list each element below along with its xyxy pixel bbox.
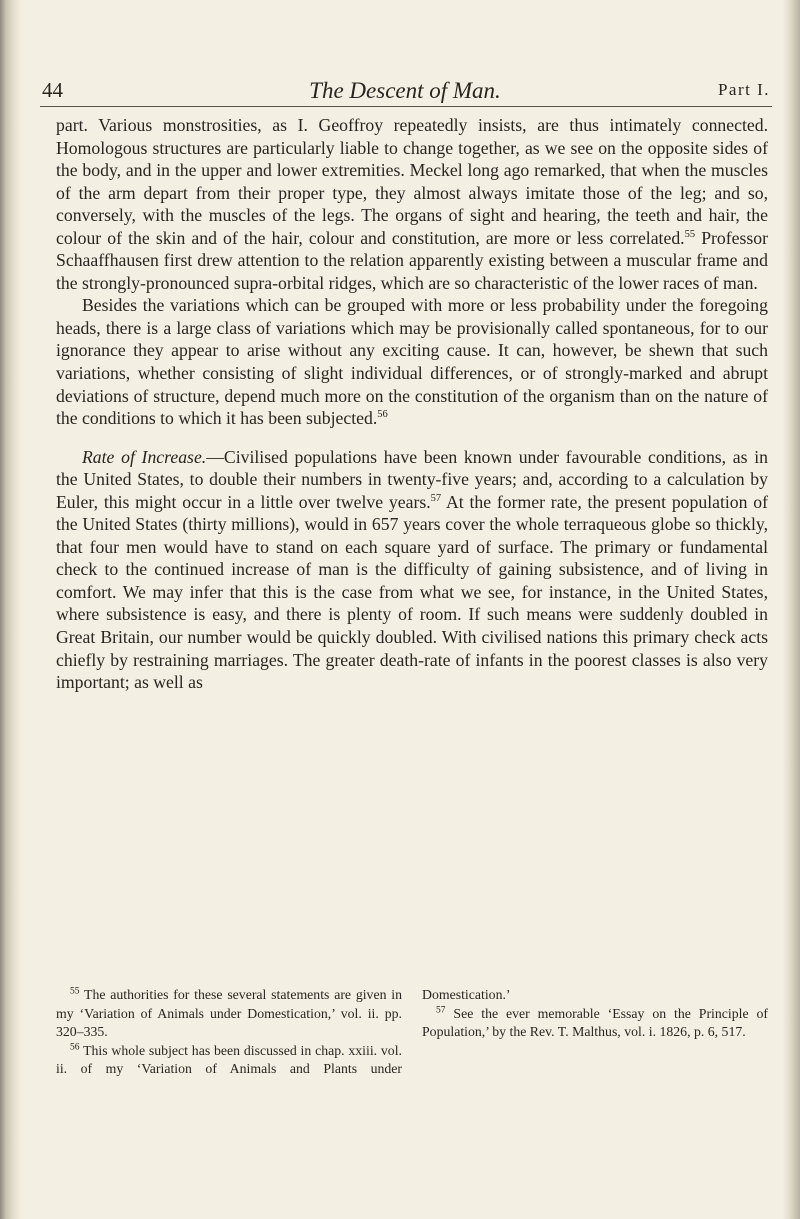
footnote-56: $^{56}$ This whole subject has been discussed in chap. xxiii. vol. ii. of my ‘Variation of Animals and Plants under Domestication.’ — [56, 987, 511, 1077]
section-heading: Rate of Increase. — [82, 446, 207, 467]
footnote-ref-56: 56 — [377, 409, 388, 421]
part-label: Part I. — [717, 80, 770, 99]
page-number: 44 — [42, 78, 63, 102]
running-title: The Descent of Man. — [309, 78, 501, 103]
footnote-ref-55: 55 — [684, 228, 696, 240]
running-header — [40, 78, 770, 108]
footnote-55: $^{55}$ The authorities for these several statements are given in my ‘Variation of Animals under Domestication,’ vol. ii. pp. 320–335. — [56, 986, 402, 1040]
header-rule — [40, 106, 772, 107]
page-gutter-shadow — [0, 0, 22, 1219]
paragraph-spontaneous-variations: Besides the variations which can be grouped with more or less probability under the foregoing heads, there is a large class of variations which may be provisionally called spontaneous, for to our ignorance they appear to arise without any exciting cause. It can, however, be shewn that such variations, whether consisting of slight individual differences, or of strongly-marked and abrupt deviations of structure, depend much more on the constitution of the organism than on the nature of the conditions to which it has been subjected.$^{56}$ — [56, 295, 768, 429]
footnote-57: $^{57}$ See the ever memorable ‘Essay on the Principle of Population,’ by the Rev. T. Malthus, vol. i. 1826, p. 6, 517. — [422, 1005, 768, 1040]
paragraph-correlation: part. Various monstrosities, as I. Geoffroy repeatedly insists, are thus intimately connected. Homologous structures are particularly liable to change together, as we see on the opposite sides of the body, and in the upper and lower extremities. Meckel long ago remarked, that when the muscles of the arm depart from their proper type, they almost always imitate those of the leg; and so, conversely, with the muscles of the legs. The organs of sight and hearing, the teeth and hair, the colour of the skin and of the hair, colour and constitution, are more or less correlated.$^{55}$ Professor Schaaffhausen first drew attention to the relation apparently existing between a muscular frame and the strongly-pronounced supra-orbital ridges, which are so characteristic of the lower races of man. — [56, 115, 769, 293]
page-edge-shadow — [782, 0, 800, 1219]
paragraph-rate-of-increase: Rate of Increase.—Civilised populations have been known under favourable conditions, as in the United States, to double their numbers in twenty-five years; and, according to a calculation by Euler, this might occur in a little over twelve years.$^{57}$ At the former rate, the present population of the United States (thirty millions), would in 657 years cover the whole terraqueous globe so thickly, that four men would have to stand on each square yard of surface. The primary or fundamental check to the continued increase of man is the difficulty of gaining subsistence, and of living in comfort. We may infer that this is the case from what we see, for instance, in the United States, where subsistence is easy, and there is plenty of room. If such means were suddenly doubled in Great Britain, our number would be quickly doubled. With civilised nations this primary check acts chiefly by restraining marriages. The greater death-rate of infants in the poorest classes is also very important; as well as — [56, 446, 769, 693]
footnotes — [56, 986, 768, 1079]
footnote-ref-57: 57 — [430, 492, 442, 504]
body-text — [56, 114, 768, 694]
